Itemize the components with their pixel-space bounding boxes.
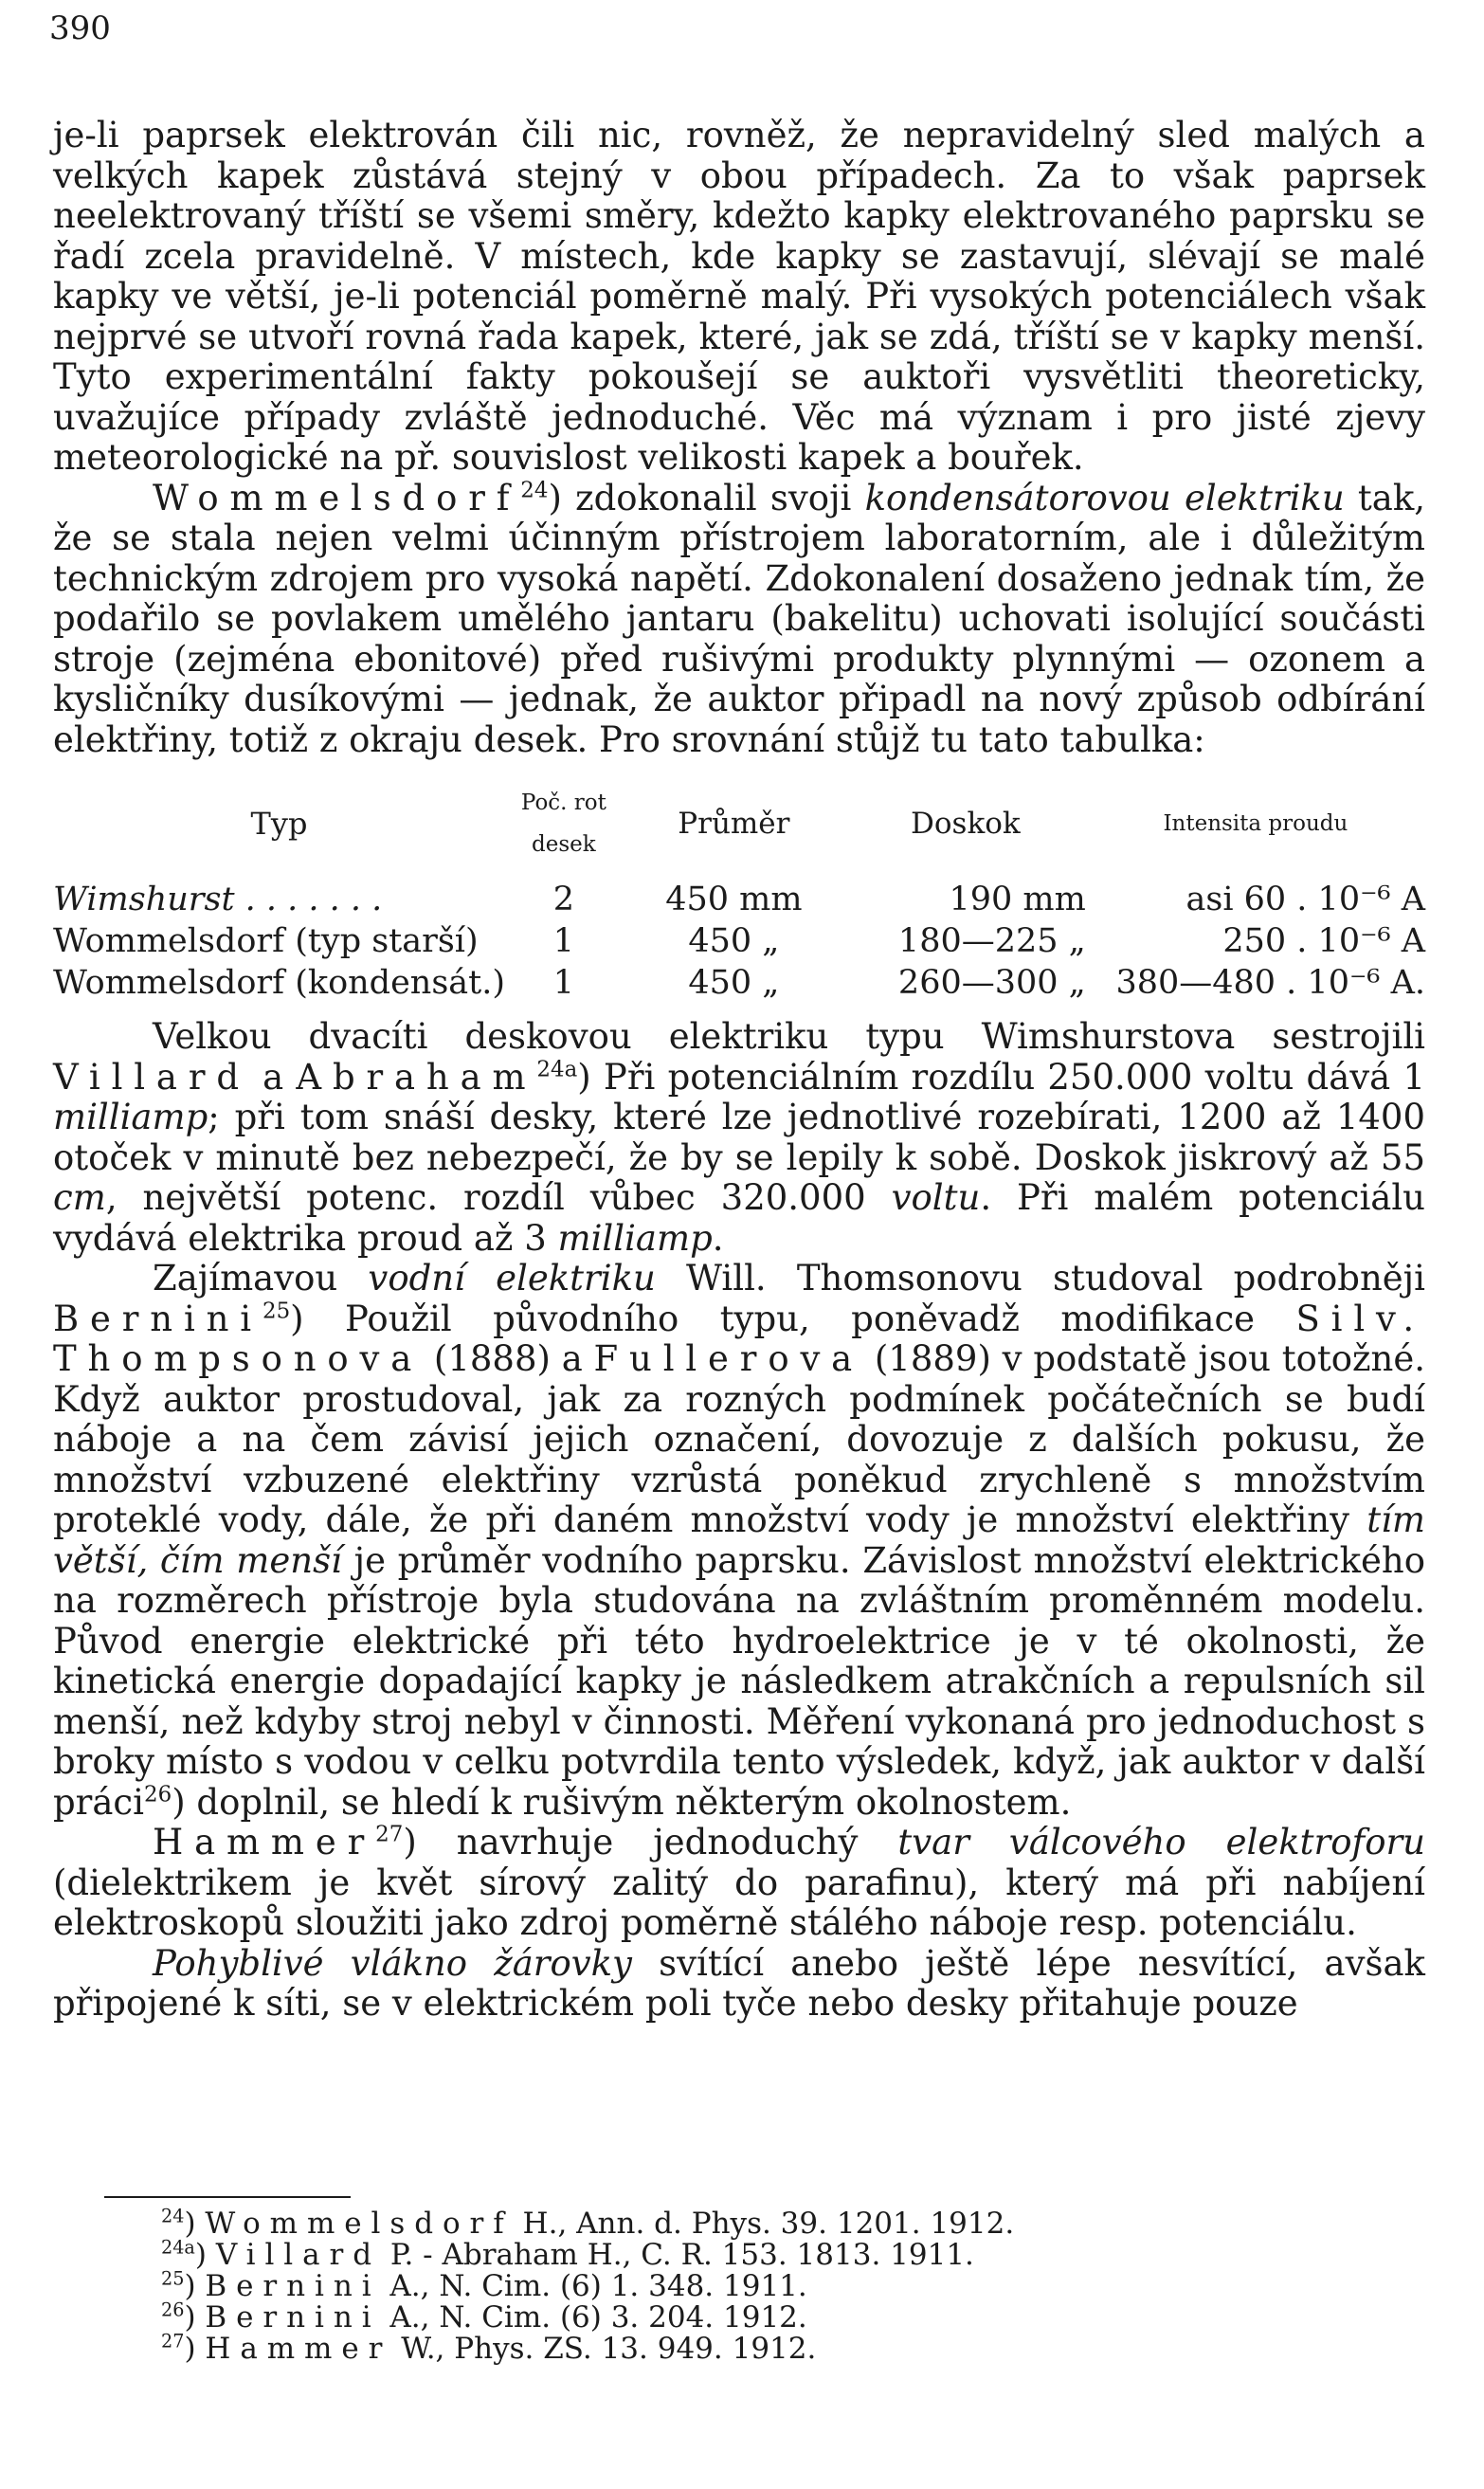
cell-type: Wommelsdorf (kondensát.) — [53, 964, 506, 1002]
cell-diameter: 450 mm — [665, 881, 803, 918]
paragraph-6: Pohyblivé vlákno žárovky svítící anebo ještě lépe nesvítící, avšak připojené k síti, se v elektrickém poli tyče nebo desky přitahuje pouze — [53, 1942, 1425, 2024]
footnote-ref: 26 — [144, 1782, 172, 1808]
table-row — [53, 962, 1425, 1004]
cell-type: Wimshurst . . . . . . . — [53, 881, 383, 918]
cell-current: 380—480 . 10⁻⁶ A. — [1115, 964, 1425, 1002]
col-header-diameter: Průměr — [678, 807, 790, 841]
paragraph-1: je-li paprsek elektrován čili nic, rovněž, že nepravidelný sled malých a velkých kapek zůstává stejný v obou případech. Za to však paprsek neelektrovaný tříští se všemi směry, kdežto kapky elektrovaného paprsku se řadí zcela pravidelně. V místech, kde kapky se zastavují, slévají se malé kapky ve větší, je-li potenciál poměrně malý. Při vysokých potenciálech však nejprvé se utvoří rovná řada kapek, které, jak se zdá, tříští se v kapky menší. Tyto experimentální fakty pokoušejí se auktoři vysvětliti theoreticky, uvažujíce případy zvláště jednoduché. Věc má význam i pro jisté zjevy meteorologické na př. souvislost velikosti kapek a bouřek. — [53, 115, 1425, 478]
footnotes — [161, 2205, 1393, 2366]
emphasis: kondensátorovou elektriku — [864, 477, 1345, 518]
footnote-ref: 25 — [262, 1299, 291, 1324]
paragraph-2: Wommelsdorf$^{24}$) zdokonalil svoji kondensátorovou elektriku tak, že se stala nejen velmi účinným přístrojem laboratorním, ale i důležitým technickým zdrojem pro vysoká napětí. Zdokonalení dosaženo jednak tím, že podařilo se povlakem umělého jantaru (bakelitu) uchovati isolující součásti stroje (zejména ebonitové) před rušivými produkty plynnými — ozonem a kysličníky dusíkovými — jednak, že auktor připadl na nový způsob odbírání elektřiny, totiž z okraju desek. Pro srovnání stůjž tu tato tabulka: — [53, 477, 1426, 760]
cell-diameter: 450 „ — [688, 922, 780, 960]
col-header-type: Typ — [250, 806, 308, 842]
body-text — [53, 116, 1425, 2025]
author-name: Abraham — [296, 1056, 537, 1098]
cell-spark: 190 mm — [949, 881, 1086, 918]
footnote-ref: 24a — [536, 1057, 578, 1082]
cell-diameter: 450 „ — [688, 964, 780, 1002]
footnote-ref: 27 — [375, 1822, 404, 1847]
cell-desks: 1 — [552, 964, 575, 1002]
paragraph-3: Velkou dvacíti deskovou elektriku typu Wimshurstova sestrojili Villard a Abraham$^{24a}$) Při potenciálním rozdílu 250.000 voltu dává 1 milliamp; při tom snáší desky, které lze jednotlivé rozebírati, 1200 až 1400 otoček v minutě bez nebezpečí, že by se lepily k sobě. Doskok jiskrový až 55 cm, největší potenc. rozdíl vůbec 320.000 voltu. Při malém potenciálu vydává elektrika proud až 3 milliamp. — [53, 1016, 1425, 1259]
footnote: $^{24}$) Wommelsdorf H., Ann. d. Phys. 39. 1201. 1912. — [161, 2205, 1015, 2241]
cell-current: asi 60 . 10⁻⁶ A — [1185, 881, 1425, 918]
footnote: $^{26}$) Bernini A., N. Cim. (6) 3. 204. 1912. — [161, 2298, 807, 2335]
col-header-desks: Poč. rot desek — [520, 790, 606, 857]
footnote-ref: 24 — [520, 478, 549, 503]
footnote-divider — [104, 2196, 351, 2198]
cell-current: 250 . 10⁻⁶ A — [1222, 922, 1425, 960]
footnote: $^{25}$) Bernini A., N. Cim. (6) 1. 348. 1911. — [161, 2267, 807, 2303]
cell-spark: 260—300 „ — [897, 964, 1086, 1002]
author-name: Fullerova — [593, 1338, 864, 1379]
cell-desks: 1 — [552, 922, 575, 960]
table-row — [53, 920, 1425, 962]
table-row — [53, 879, 1425, 920]
page-number: 390 — [49, 9, 111, 47]
author-name: Bernini — [53, 1298, 262, 1339]
author-name: Villard — [53, 1056, 250, 1098]
footnote: $^{24a}$) Villard P. - Abraham H., C. R. 153. 1813. 1911. — [161, 2236, 974, 2272]
footnote: $^{27}$) Hammer W., Phys. ZS. 13. 949. 1912. — [161, 2330, 817, 2366]
comparison-table — [53, 781, 1425, 1004]
cell-type: Wommelsdorf (typ starší) — [53, 922, 479, 960]
author-name: Silv. Thompsonova — [53, 1298, 1425, 1379]
paragraph-4: Zajímavou vodní elektriku Will. Thomsonovu studoval podrobněji Bernini$^{25}$) Použil původního typu, poněvadž modifikace Silv. Thompsonova (1888) a Fullerova (1889) v podstatě jsou totožné. Když auktor prostudoval, jak za rozných podmínek počátečních se budí náboje a na čem závisí jejich označení, dovozuje z dalších pokusu, že množství vzbuzené elektřiny vzrůstá poněkud zrychleně s množstvím proteklé vody, dále, že při daném množství vody je množství elektřiny tím větší, čím menší je průměr vodního paprsku. Závislost množství elektrického na rozměrech přístroje byla studována na zvláštním proměnném modelu. Původ energie elektrické při této hydroelektrice je v té okolnosti, že kinetická energie dopadající kapky je následkem atrakčních a repulsních sil menší, než kdyby stroj nebyl v činnosti. Měření vykonaná pro jednoduchost s broky místo s vodou v celku potvrdila tento výsledek, když, jak auktor v další práci$^{26}$) doplnil, se hledí k rušivým některým okolnostem. — [53, 1258, 1426, 1823]
table-header-row — [53, 781, 1425, 879]
paragraph-5: Hammer$^{27}$) navrhuje jednoduchý tvar válcového elektroforu (dielektrikem je květ sírový zalitý do parafinu), který má při nabíjení elektroskopů sloužiti jako zdroj poměrně stálého náboje resp. potenciálu. — [53, 1822, 1425, 1943]
col-header-spark: Doskok — [911, 807, 1021, 841]
cell-spark: 180—225 „ — [897, 922, 1086, 960]
col-header-current: Intensita proudu — [1163, 811, 1348, 836]
cell-desks: 2 — [552, 881, 575, 918]
author-name: Wommelsdorf — [153, 477, 521, 518]
author-name: Hammer — [153, 1822, 376, 1862]
